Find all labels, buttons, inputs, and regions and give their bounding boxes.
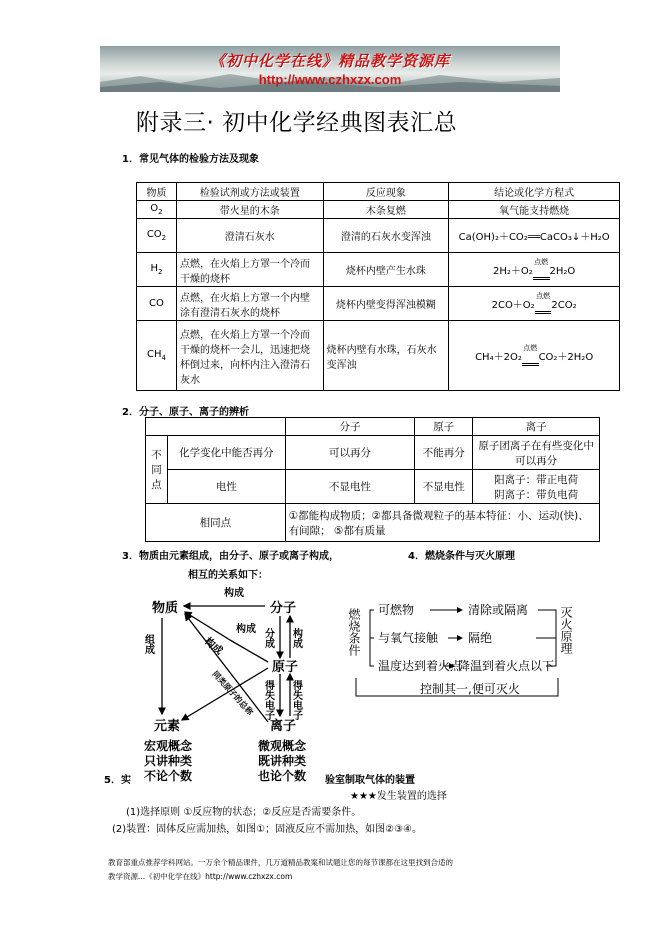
common-cell: ①都能构成物质；②都具备微观粒子的基本特征：小、运动(快)、有间隙； ⑤都有质量 bbox=[285, 504, 599, 542]
substance-cell: $O_2$ bbox=[137, 201, 177, 219]
phenomenon-cell: 烧杯内壁有水珠，石灰水变浑浊 bbox=[323, 321, 449, 391]
particle-relation-diagram bbox=[140, 582, 340, 782]
label-compose-top: 构成 bbox=[224, 588, 244, 599]
table-header: 原子 bbox=[415, 418, 473, 436]
label-gain-lose: 得失电子 bbox=[262, 680, 274, 720]
table-row bbox=[137, 287, 620, 321]
macro-line2: 只讲种类 bbox=[144, 754, 193, 768]
ion-cell: 阳离子：带正电荷 阴离子：带负电荷 bbox=[473, 470, 600, 504]
substance-cell: $H_2$ bbox=[137, 253, 177, 287]
phenomenon-cell: 木条复燃 bbox=[323, 201, 449, 219]
section-5-line2: (2)装置：固体反应需加热，如图①；固液反应不需加热，如图②③④。 bbox=[112, 824, 423, 835]
blank-header bbox=[146, 418, 286, 436]
table-header: 分子 bbox=[285, 418, 415, 436]
bottom-label: 控制其一,便可灭火 bbox=[420, 682, 520, 696]
section-4-heading: 4．燃烧条件与灭火原理 bbox=[408, 551, 515, 562]
phenomenon-cell: 烧杯内壁产生水珠 bbox=[323, 253, 449, 287]
section-3-heading: 3．物质由元素组成，由分子、原子或离子构成， bbox=[122, 551, 339, 562]
atom-cell: 不显电性 bbox=[415, 470, 473, 504]
table-row bbox=[146, 470, 600, 504]
section-1-heading: 1．常见气体的检验方法及现象 bbox=[122, 154, 259, 165]
table-header: 离子 bbox=[473, 418, 600, 436]
table-header-row bbox=[137, 183, 620, 201]
page-title: 附录三· 初中化学经典图表汇总 bbox=[136, 110, 458, 136]
section-5-line1: (1)选择原则 ①反应物的状态；②反应是否需要条件。 bbox=[126, 807, 362, 818]
substance-cell: CO bbox=[137, 287, 177, 321]
gas-test-table bbox=[136, 182, 620, 391]
table-row bbox=[137, 201, 620, 219]
label-compose-right: 构成 bbox=[290, 628, 302, 648]
label-make-up: 组成 bbox=[142, 634, 154, 654]
method-cell: 点燃，在火焰上方罩一个内壁涂有澄清石灰水的烧杯 bbox=[176, 287, 323, 321]
table-header: 反应现象 bbox=[323, 183, 449, 201]
conclusion-cell: Ca(OH)₂＋CO₂══CaCO₃↓＋H₂O bbox=[449, 219, 620, 253]
molecule-cell: 不显电性 bbox=[285, 470, 415, 504]
table-header-row bbox=[146, 418, 600, 436]
combustion-diagram bbox=[347, 590, 590, 700]
star-icon: ★★★ bbox=[350, 791, 377, 802]
equation-cell: 2H₂＋O₂ 点燃 2H₂O bbox=[449, 253, 620, 287]
section-3-subheading: 相互的关系如下： bbox=[188, 570, 268, 581]
node-atom: 原子 bbox=[272, 660, 299, 675]
substance-cell: $CO_2$ bbox=[137, 219, 177, 253]
action-2: 隔绝 bbox=[468, 631, 493, 645]
node-ion: 离子 bbox=[270, 719, 297, 734]
label-compose-mid: 构成 bbox=[236, 624, 256, 635]
label-compose-diag: 构成 bbox=[202, 635, 225, 658]
section-2-heading: 2．分子、原子、离子的辨析 bbox=[122, 407, 249, 418]
section-5-heading-b: 验室制取气体的装置 bbox=[325, 775, 415, 786]
macro-line3: 不论个数 bbox=[144, 769, 193, 783]
label-same-nuclear: 同类原子的总称 bbox=[210, 669, 255, 717]
micro-line1: 微观概念 bbox=[258, 739, 307, 753]
cond-3: 温度达到着火点 bbox=[378, 659, 463, 673]
node-substance: 物质 bbox=[152, 601, 179, 616]
header-banner bbox=[100, 46, 560, 92]
banner-title: 《初中化学在线》精品教学资源库 bbox=[209, 52, 450, 70]
row-label: 电性 bbox=[167, 470, 285, 504]
table-row bbox=[137, 321, 620, 391]
particle-comparison-table bbox=[145, 417, 600, 542]
table-row bbox=[137, 219, 620, 253]
footer bbox=[108, 856, 588, 884]
conclusion-cell: 氧气能支持燃烧 bbox=[449, 201, 620, 219]
banner-url[interactable]: http://www.czhxzx.com bbox=[258, 72, 402, 87]
micro-line3: 也论个数 bbox=[258, 769, 307, 783]
footer-line2[interactable]: 教学资源...《初中化学在线》http://www.czhxzx.com bbox=[108, 872, 293, 881]
cond-1: 可燃物 bbox=[378, 603, 415, 617]
label-split: 分成 bbox=[262, 628, 274, 648]
right-label: 灭火原理 bbox=[559, 606, 573, 654]
method-cell: 澄清石灰水 bbox=[176, 219, 323, 253]
row-label: 相同点 bbox=[146, 504, 286, 542]
left-label: 燃烧条件 bbox=[347, 608, 361, 656]
substance-cell: $CH_4$ bbox=[137, 321, 177, 391]
diff-label: 不同点 bbox=[146, 436, 168, 504]
node-element: 元素 bbox=[154, 719, 181, 734]
ion-cell: 原子团离子在有些变化中可以再分 bbox=[473, 436, 600, 470]
cond-2: 与氧气接触 bbox=[378, 631, 439, 645]
method-cell: 点燃，在火焰上方罩一个冷而干燥的烧杯一会儿，迅速把烧杯倒过来，向杯内注入澄清石灰水 bbox=[176, 321, 323, 391]
table-header: 检验试剂或方法或装置 bbox=[176, 183, 323, 201]
action-3: 降温到着火点以下 bbox=[458, 659, 555, 673]
table-row bbox=[146, 504, 600, 542]
molecule-cell: 可以再分 bbox=[285, 436, 415, 470]
section-5-heading-a: 5．实 bbox=[104, 775, 131, 786]
phenomenon-cell: 烧杯内壁变得浑浊模糊 bbox=[323, 287, 449, 321]
stars-line: ★★★发生装置的选择 bbox=[350, 791, 447, 802]
method-cell: 带火星的木条 bbox=[176, 201, 323, 219]
row-label: 化学变化中能否再分 bbox=[167, 436, 285, 470]
node-molecule: 分子 bbox=[270, 601, 297, 616]
equation-cell: CH₄＋2O₂ 点燃 CO₂＋2H₂O bbox=[449, 321, 620, 391]
footer-line1: 教育部重点推荐学科网站。一万余个精品课件，几万道精品教案和试题让您的每节课都在这里找到合适的 bbox=[108, 858, 453, 867]
equation-cell: 2CO＋O₂ 点燃 2CO₂ bbox=[449, 287, 620, 321]
table-row bbox=[137, 253, 620, 287]
action-1: 清除或隔离 bbox=[468, 603, 529, 617]
label-gain-lose-2: 得失电子 bbox=[290, 680, 302, 720]
phenomenon-cell: 澄清的石灰水变浑浊 bbox=[323, 219, 449, 253]
table-row bbox=[146, 436, 600, 470]
table-header: 物质 bbox=[137, 183, 177, 201]
method-cell: 点燃，在火焰上方罩一个冷而干燥的烧杯 bbox=[176, 253, 323, 287]
table-header: 结论或化学方程式 bbox=[449, 183, 620, 201]
micro-line2: 既讲种类 bbox=[258, 754, 307, 768]
atom-cell: 不能再分 bbox=[415, 436, 473, 470]
macro-line1: 宏观概念 bbox=[144, 739, 193, 753]
